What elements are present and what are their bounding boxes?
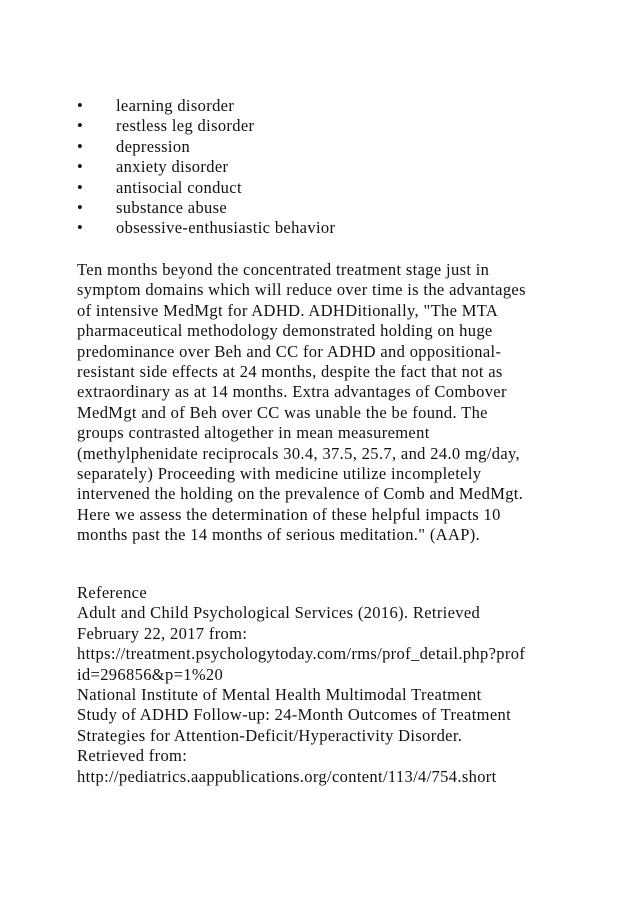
list-item xyxy=(77,157,577,177)
bullet-text: restless leg disorder xyxy=(116,116,255,136)
list-item xyxy=(77,116,577,136)
bullet-mark: • xyxy=(77,177,84,197)
reference-line: Strategies for Attention-Deficit/Hyperactivity Disorder. xyxy=(77,725,463,745)
bullet-text: substance abuse xyxy=(116,197,228,217)
bullet-mark: • xyxy=(77,96,84,115)
bullet-mark: • xyxy=(77,157,84,177)
paragraph-line: extraordinary as at 14 months. Extra advantages of Combover xyxy=(77,382,507,402)
reference-line: National Institute of Mental Health Multimodal Treatment xyxy=(77,684,482,704)
reference-heading: Reference xyxy=(77,583,148,602)
paragraph-line: intervened the holding on the prevalence of Comb and MedMgt. xyxy=(77,484,524,504)
paragraph-line: resistant side effects at 24 months, despite the fact that not as xyxy=(77,361,503,381)
paragraph-line: separately) Proceeding with medicine utilize incompletely xyxy=(77,463,482,483)
bullet-text: learning disorder xyxy=(116,96,235,115)
list-item xyxy=(77,178,577,198)
reference-line: February 22, 2017 from: xyxy=(77,623,248,643)
bullet-mark: • xyxy=(77,218,84,238)
reference-url-line: id=296856&p=1%20 xyxy=(77,664,224,684)
list-item xyxy=(77,137,577,157)
list-item xyxy=(77,96,577,116)
paragraph-line: Ten months beyond the concentrated treatment stage just in xyxy=(77,260,490,279)
bullet-text: obsessive-enthusiastic behavior xyxy=(116,218,336,238)
paragraph-line: groups contrasted altogether in mean measurement xyxy=(77,423,430,443)
paragraph-line: MedMgt and of Beh over CC was unable the be found. The xyxy=(77,402,488,422)
bullet-list xyxy=(77,96,577,239)
list-item xyxy=(77,198,577,218)
reference-line: Adult and Child Psychological Services (2016). Retrieved xyxy=(77,603,481,623)
bullet-mark: • xyxy=(77,197,84,217)
paragraph-line: months past the 14 months of serious meditation." (AAP). xyxy=(77,525,481,545)
bullet-text: depression xyxy=(116,136,191,156)
paragraph-line: symptom domains which will reduce over time is the advantages xyxy=(77,280,526,300)
document-page xyxy=(77,96,577,786)
bullet-mark: • xyxy=(77,136,84,156)
paragraph-line: of intensive MedMgt for ADHD. ADHDitionally, "The MTA xyxy=(77,300,499,320)
list-item xyxy=(77,218,577,238)
bullet-text: antisocial conduct xyxy=(116,177,242,197)
reference-url-line: https://treatment.psychologytoday.com/rms/prof_detail.php?prof xyxy=(77,644,526,664)
paragraph-line: (methylphenidate reciprocals 30.4, 37.5, 25.7, and 24.0 mg/day, xyxy=(77,443,521,463)
bullet-mark: • xyxy=(77,116,84,136)
paragraph-line: predominance over Beh and CC for ADHD and oppositional- xyxy=(77,341,502,361)
reference-line: Study of ADHD Follow-up: 24-Month Outcomes of Treatment xyxy=(77,705,512,725)
references-section xyxy=(77,583,577,787)
paragraph-line: pharmaceutical methodology demonstrated holding on huge xyxy=(77,321,493,341)
bullet-text: anxiety disorder xyxy=(116,157,229,177)
reference-url-line: http://pediatrics.aappublications.org/content/113/4/754.short xyxy=(77,766,497,786)
body-paragraph xyxy=(77,260,577,545)
reference-line: Retrieved from: xyxy=(77,746,188,766)
paragraph-line: Here we assess the determination of these helpful impacts 10 xyxy=(77,504,501,524)
